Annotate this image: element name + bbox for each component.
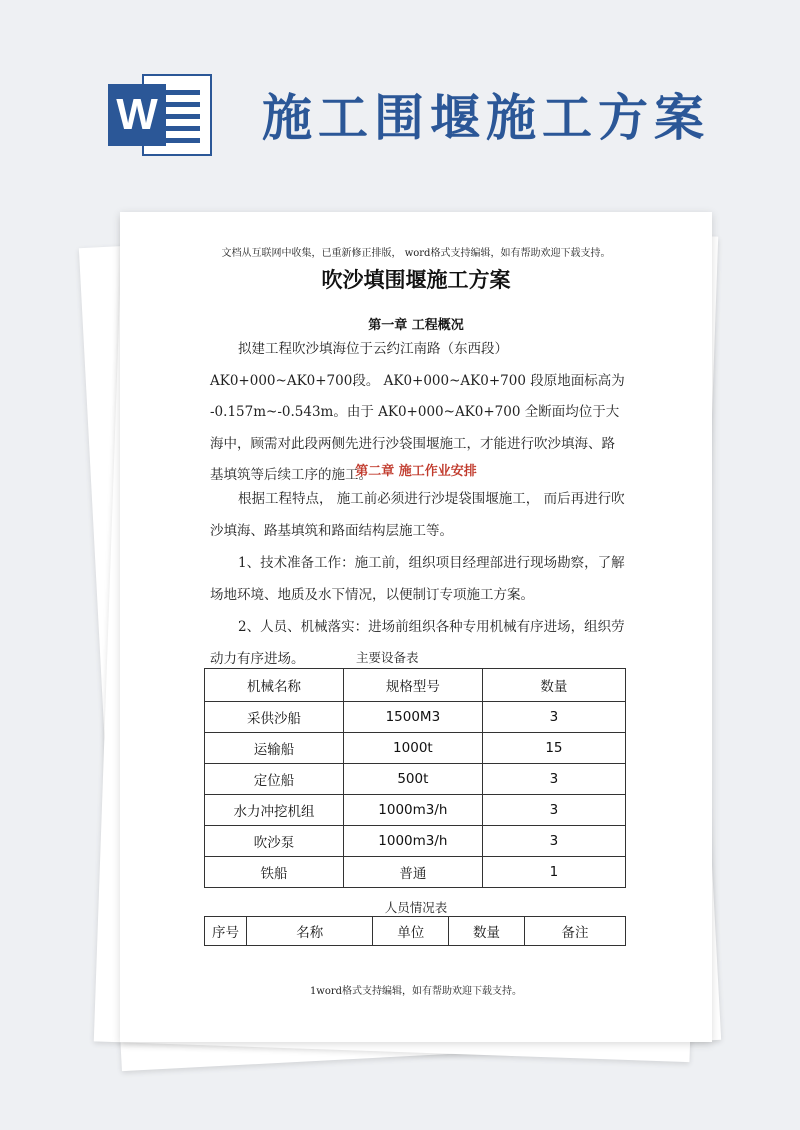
table-header-cell: 单位 xyxy=(373,917,449,946)
table-row xyxy=(205,795,626,826)
table-header-cell: 数量 xyxy=(482,669,625,702)
header-note: 文档从互联网中收集，已重新修正排版， word格式支持编辑，如有帮助欢迎下载支持。 xyxy=(221,248,611,259)
table-row xyxy=(205,826,626,857)
table-cell: 1000t xyxy=(343,733,482,764)
table-cell: 采供沙船 xyxy=(205,702,344,733)
document-page xyxy=(120,212,712,1042)
table-cell: 3 xyxy=(482,764,625,795)
table-header-row xyxy=(205,917,626,946)
banner xyxy=(0,0,800,200)
equipment-table-caption: 主要设备表 xyxy=(356,650,419,665)
table-header-cell: 机械名称 xyxy=(205,669,344,702)
table-cell: 水力冲挖机组 xyxy=(205,795,344,826)
paragraph-project-overview: 拟建工程吹沙填海位于云约江南路（东西段）AK0+000~AK0+700段。 AK0+000~AK0+700 段原地面标高为 -0.157m~-0.543m。由于 AK0+000~AK0+700 全断面均位于大海中，顾需对此段两侧先进行沙袋围堰施工，才能进行吹沙填海、路基填筑等后续工序的施工。 xyxy=(210,341,625,483)
table-cell: 3 xyxy=(482,795,625,826)
table-cell: 吹沙泵 xyxy=(205,826,344,857)
table-cell: 定位船 xyxy=(205,764,344,795)
equipment-table xyxy=(204,668,626,888)
document-title: 吹沙填围堰施工方案 xyxy=(321,267,511,292)
staff-table-caption: 人员情况表 xyxy=(384,900,448,915)
table-cell: 运输船 xyxy=(205,733,344,764)
table-header-cell: 名称 xyxy=(247,917,373,946)
banner-title: 施工围堰施工方案 xyxy=(262,89,710,147)
paragraph-technical-prep: 1、技术准备工作：施工前，组织项目经理部进行现场勘察，了解场地环境、地质及水下情况，以便制订专项施工方案。 xyxy=(210,555,625,603)
table-header-cell: 数量 xyxy=(449,917,525,946)
footer-note: 1word格式支持编辑，如有帮助欢迎下载支持。 xyxy=(309,986,523,997)
table-row xyxy=(205,702,626,733)
paragraph-staff-machinery: 2、人员、机械落实：进场前组织各种专用机械有序进场，组织劳动力有序进场。 xyxy=(210,619,625,667)
table-header-row xyxy=(205,669,626,702)
word-logo-letter: W xyxy=(108,84,166,146)
chapter-2-heading: 第二章 施工作业安排 xyxy=(355,464,477,479)
staff-table xyxy=(204,916,626,946)
table-header-cell: 备注 xyxy=(524,917,625,946)
table-row xyxy=(205,764,626,795)
table-cell: 3 xyxy=(482,826,625,857)
table-cell: 3 xyxy=(482,702,625,733)
word-logo-icon xyxy=(108,74,212,156)
table-cell: 1 xyxy=(482,857,625,888)
table-header-cell: 规格型号 xyxy=(343,669,482,702)
table-cell: 500t xyxy=(343,764,482,795)
paragraph-construction-plan: 根据工程特点， 施工前必须进行沙堤袋围堰施工， 而后再进行吹沙填海、路基填筑和路面结构层施工等。 xyxy=(210,491,625,539)
table-row xyxy=(205,733,626,764)
table-cell: 1000m3/h xyxy=(343,826,482,857)
table-cell: 15 xyxy=(482,733,625,764)
table-cell: 普通 xyxy=(343,857,482,888)
table-header-cell: 序号 xyxy=(205,917,247,946)
table-cell: 1000m3/h xyxy=(343,795,482,826)
table-cell: 铁船 xyxy=(205,857,344,888)
chapter-1-heading: 第一章 工程概况 xyxy=(368,318,464,333)
table-row xyxy=(205,857,626,888)
table-cell: 1500M3 xyxy=(343,702,482,733)
